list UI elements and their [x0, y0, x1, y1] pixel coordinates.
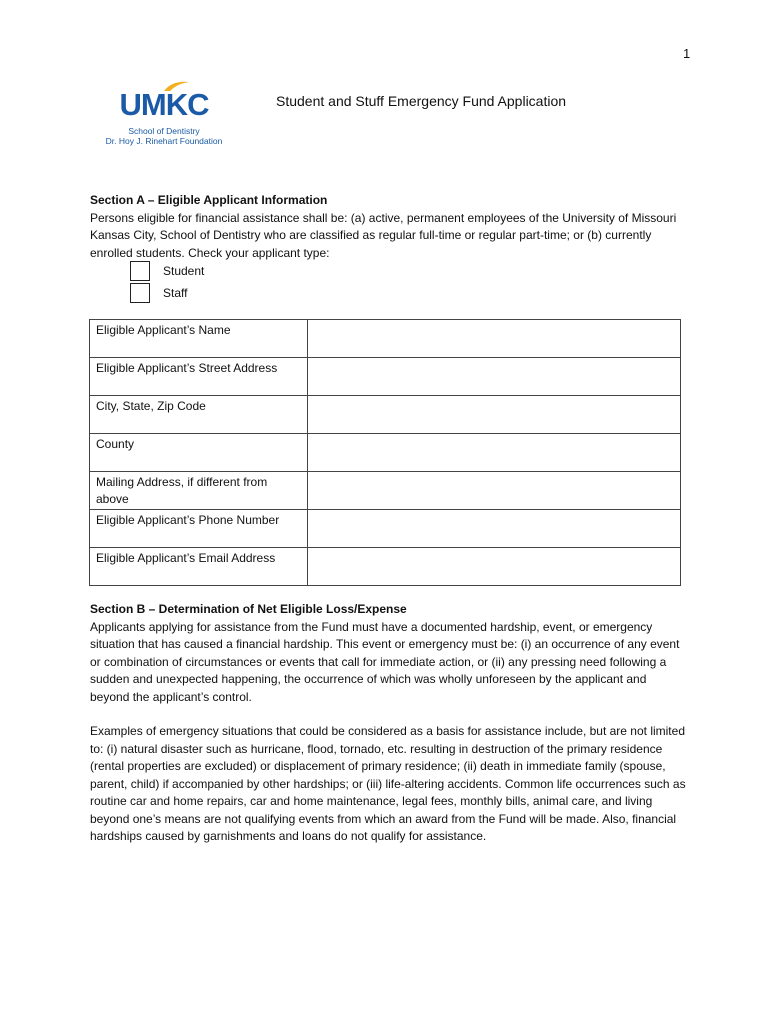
table-row: [90, 548, 681, 586]
section-a-heading: Section A – Eligible Applicant Information: [90, 193, 328, 207]
page-number: 1: [683, 46, 691, 61]
option-label: Staff: [163, 286, 188, 300]
phone-number-field[interactable]: [308, 510, 681, 548]
logo-foundation-name: Dr. Hoy J. Rinehart Foundation: [105, 136, 223, 146]
applicant-name-field[interactable]: [308, 320, 681, 358]
city-state-zip-field[interactable]: [308, 396, 681, 434]
umkc-logo: [104, 87, 224, 146]
row-label: City, State, Zip Code: [90, 396, 308, 434]
table-row: [90, 434, 681, 472]
section-b-paragraph-2: Examples of emergency situations that could be considered as a basis for assistance include, but are not limited to: (i) natural disaster such as hurricane, flood, tornado, etc. resulting in destruction of the primary residence (rental properties are excluded) or displacement of primary residence; (ii) death in immediate family (spouse, parent, child) if accompanied by other hardships; or (iii) life-altering accidents. Common life occurrences such as routine car and home repairs, car and home maintenance, legal fees, monthly bills, animal care, and living beyond one’s means are not qualifying events from which an award from the Fund will be made. Also, financial hardships caused by garnishments and loans do not qualify for assistance.: [90, 724, 686, 843]
row-label: Eligible Applicant’s Email Address: [90, 548, 308, 586]
email-address-field[interactable]: [308, 548, 681, 586]
section-a-body: Persons eligible for financial assistance shall be: (a) active, permanent employees of the University of Missouri Kansas City, School of Dentistry who are classified as regular full-time or regular part-time; or (b) currently enrolled students. Check your applicant type:: [90, 210, 677, 260]
street-address-field[interactable]: [308, 358, 681, 396]
student-checkbox[interactable]: [130, 261, 150, 281]
logo-school-name: School of Dentistry: [128, 126, 200, 136]
option-label: Student: [163, 264, 205, 278]
table-row: [90, 358, 681, 396]
applicant-type-options: [130, 260, 204, 304]
row-label: County: [90, 434, 308, 472]
row-label: Mailing Address, if different from above: [90, 472, 308, 510]
table-row: [90, 320, 681, 358]
mailing-address-field[interactable]: [308, 472, 681, 510]
table-row: [90, 510, 681, 548]
county-field[interactable]: [308, 434, 681, 472]
row-label: Eligible Applicant’s Phone Number: [90, 510, 308, 548]
option-student: [130, 260, 204, 282]
section-b-heading: Section B – Determination of Net Eligible Loss/Expense: [90, 602, 407, 616]
section-a: [90, 192, 686, 262]
logo-wordmark: UMKC: [119, 87, 209, 122]
staff-checkbox[interactable]: [130, 283, 150, 303]
option-staff: [130, 282, 204, 304]
table-row: [90, 472, 681, 510]
row-label: Eligible Applicant’s Name: [90, 320, 308, 358]
row-label: Eligible Applicant’s Street Address: [90, 358, 308, 396]
applicant-info-table: [89, 319, 681, 586]
document-title: Student and Stuff Emergency Fund Application: [276, 93, 567, 109]
section-b: [90, 601, 686, 846]
section-b-paragraph-1: Applicants applying for assistance from the Fund must have a documented hardship, event, or emergency situation that has caused a financial hardship. This event or emergency must be: (i) an occurrence of any event or combination of circumstances or events that call for immediate action, or (ii) any pressing need following a sudden and unexpected happening, the occurrence of which was wholly unforeseen by the applicant and beyond the applicant’s control.: [90, 619, 680, 704]
table-row: [90, 396, 681, 434]
